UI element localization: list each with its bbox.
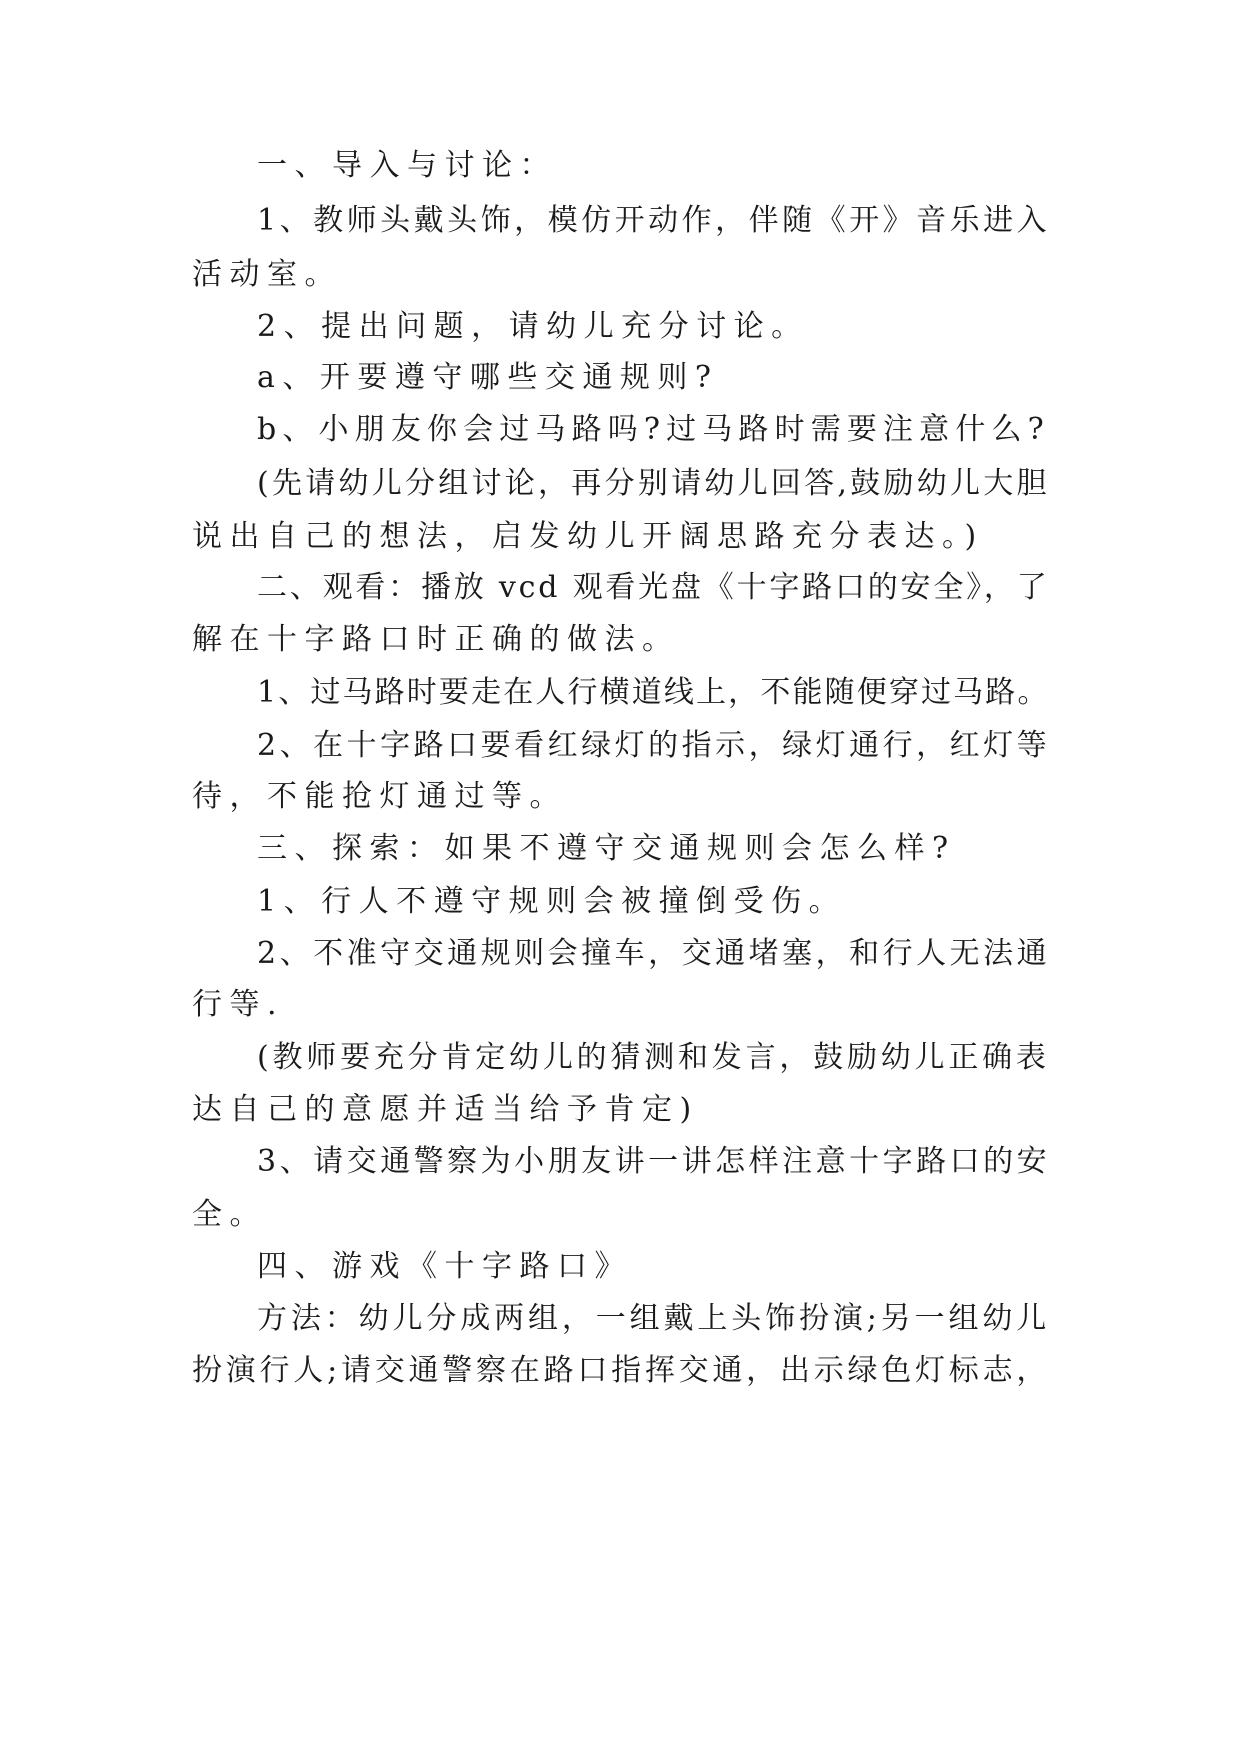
paragraph-line: 说出自己的想法，启发幼儿开阔思路充分表达。) (192, 519, 984, 554)
paragraph-line: 全。 (192, 1197, 267, 1232)
paragraph-line: 达自己的意愿并适当给予肯定) (192, 1092, 699, 1127)
paragraph-line: 待，不能抢灯通过等。 (192, 779, 567, 814)
paragraph-line: 2、提出问题，请幼儿充分讨论。 (257, 309, 809, 344)
paragraph-line: a、开要遵守哪些交通规则? (257, 360, 719, 395)
paragraph-line: (先请幼儿分组讨论，再分别请幼儿回答,鼓励幼儿大胆 (257, 466, 1050, 501)
paragraph-line: 1、教师头戴头饰，模仿开动作，伴随《开》音乐进入 (257, 203, 1051, 238)
paragraph-line: 1、行人不遵守规则会被撞倒受伤。 (257, 884, 847, 919)
section-heading-game: 四、游戏《十字路口》 (257, 1249, 632, 1284)
paragraph-line: b、小朋友你会过马路吗?过马路时需要注意什么? (257, 412, 1050, 447)
section-heading-intro: 一、导入与讨论： (257, 148, 557, 183)
paragraph-line: 活动室。 (192, 257, 342, 292)
paragraph-line: 1、过马路时要走在人行横道线上，不能随便穿过马路。 (257, 675, 1050, 710)
paragraph-line: (教师要充分肯定幼儿的猜测和发言，鼓励幼儿正确表 (257, 1040, 1050, 1075)
paragraph-line: 3、请交通警察为小朋友讲一讲怎样注意十字路口的安 (257, 1144, 1051, 1179)
paragraph-line: 解在十字路口时正确的做法。 (192, 622, 680, 657)
paragraph-line: 方法：幼儿分成两组，一组戴上头饰扮演;另一组幼儿 (257, 1301, 1051, 1336)
paragraph-line: 行等. (192, 987, 285, 1022)
section-heading-watch: 二、观看：播放 vcd 观看光盘《十字路口的安全》，了 (257, 570, 1050, 605)
paragraph-line: 2、在十字路口要看红绿灯的指示，绿灯通行，红灯等 (257, 728, 1051, 763)
paragraph-line: 扮演行人;请交通警察在路口指挥交通，出示绿色灯标志， (192, 1353, 1051, 1388)
section-heading-explore: 三、探索：如果不遵守交通规则会怎么样? (257, 831, 956, 866)
paragraph-line: 2、不准守交通规则会撞车，交通堵塞，和行人无法通 (257, 936, 1051, 971)
